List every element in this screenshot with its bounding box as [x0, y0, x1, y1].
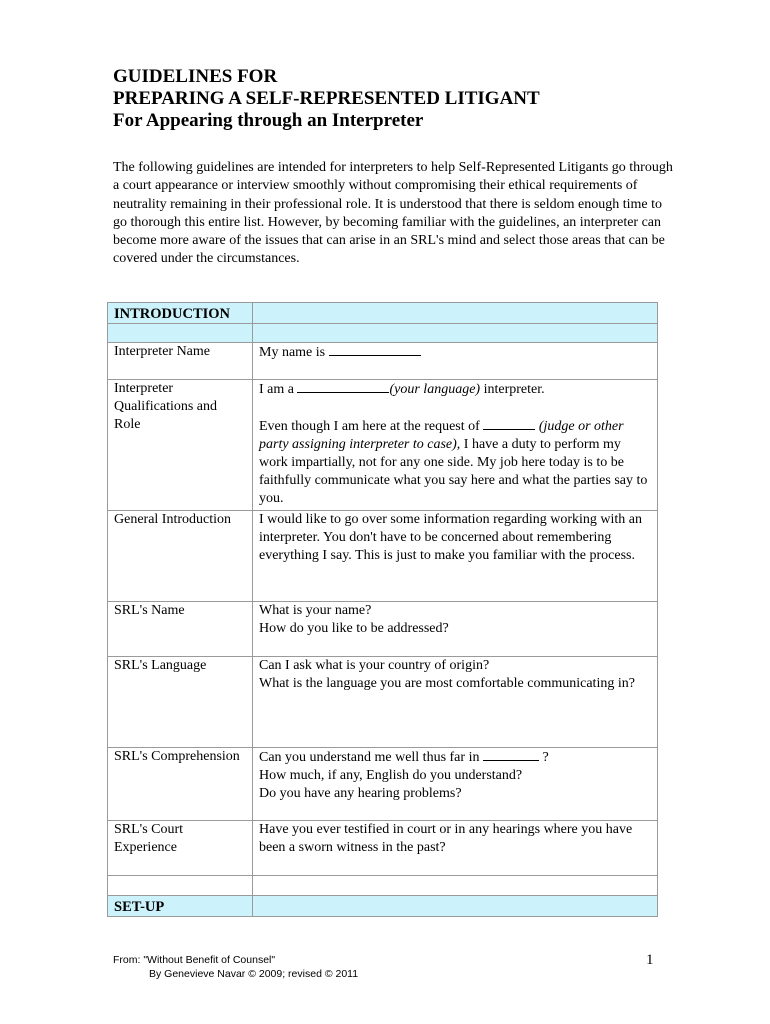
row-content: I would like to go over some information regarding working with an interpreter. You don't have to be concerned about remembering everything I say. This is just to make you familiar with the process.	[253, 511, 658, 602]
title-line-2: PREPARING A SELF-REPRESENTED LITIGANT	[113, 88, 540, 109]
page-footer	[113, 953, 358, 981]
section-header-row	[108, 303, 658, 324]
fill-in-blank[interactable]	[483, 748, 539, 761]
row-content: Can you understand me well thus far in ? How much, if any, English do you understand? Do you have any hearing problems?	[253, 748, 658, 821]
table-row	[108, 380, 658, 511]
title-line-3: For Appearing through an Interpreter	[113, 110, 424, 131]
row-content: What is your name? How do you like to be addressed?	[253, 602, 658, 657]
row-label: SRL's Comprehension	[108, 748, 253, 821]
guidelines-table	[107, 302, 658, 917]
row-content: Can I ask what is your country of origin? What is the language you are most comfortable communicating in?	[253, 657, 658, 748]
section-title-introduction: INTRODUCTION	[108, 303, 253, 324]
section-blank-row	[108, 324, 658, 343]
row-label: SRL's Name	[108, 602, 253, 657]
table-row	[108, 657, 658, 748]
fill-in-blank[interactable]	[329, 343, 421, 356]
row-label: General Introduction	[108, 511, 253, 602]
title-line-1: GUIDELINES FOR	[113, 66, 278, 87]
document-title	[113, 66, 540, 132]
fill-in-blank[interactable]	[297, 380, 389, 393]
row-label: Interpreter Name	[108, 343, 253, 380]
table-row	[108, 343, 658, 380]
table-row	[108, 602, 658, 657]
intro-paragraph: The following guidelines are intended for interpreters to help Self-Represented Litigants go through a court appearance or interview smoothly without compromising their ethical requirements of neutrality remaining in their professional role. It is understood that there is seldom enough time to go thorough this entire list. However, by becoming familiar with the guidelines, an interpreter can become more aware of the issues that can arise in an SRL's mind and select those areas that can be covered under the circumstances.	[113, 160, 673, 267]
table-row	[108, 821, 658, 876]
section-title-setup: SET-UP	[108, 896, 253, 917]
footer-author: By Genevieve Navar © 2009; revised © 2011	[149, 968, 359, 980]
row-label: SRL's Language	[108, 657, 253, 748]
row-content: Have you ever testified in court or in any hearings where you have been a sworn witness in the past?	[253, 821, 658, 876]
row-content: I am a (your language) interpreter. Even though I am here at the request of (judge or other party assigning interpreter to case), I have a duty to perform my work impartially, not for any one side. My job here today is to be faithfully communicate what you say here and what the parties say to you.	[253, 380, 658, 511]
table-row	[108, 511, 658, 602]
table-row-empty	[108, 876, 658, 896]
row-label: Interpreter Qualifications and Role	[108, 380, 253, 511]
row-label: SRL's Court Experience	[108, 821, 253, 876]
table-row	[108, 748, 658, 821]
section-header-empty-cell	[253, 303, 658, 324]
page-number: 1	[646, 952, 654, 968]
row-content: My name is	[253, 343, 658, 380]
fill-in-blank[interactable]	[483, 417, 535, 430]
section-header-row	[108, 896, 658, 917]
footer-source: From: "Without Benefit of Counsel"	[113, 954, 276, 966]
